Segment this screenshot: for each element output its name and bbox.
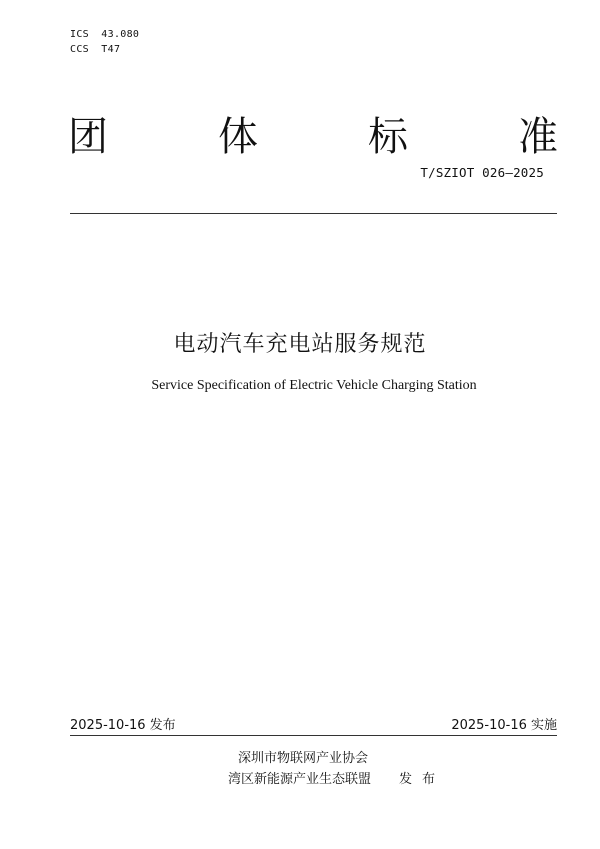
ics-code: 43.080: [101, 29, 140, 40]
bottom-divider: [70, 735, 557, 736]
ccs-code: T47: [101, 44, 121, 55]
document-title-cn: 电动汽车充电站服务规范: [173, 332, 427, 357]
issuer-row: [228, 769, 445, 790]
title-char: 团: [68, 114, 108, 160]
ics-label: ICS: [70, 29, 89, 40]
publish-date: 2025-10-16 发布: [70, 718, 176, 733]
implement-date: 2025-10-16 实施: [451, 718, 557, 733]
issue-label: 发布: [399, 772, 446, 787]
title-char: 标: [368, 114, 408, 160]
title-char: 体: [218, 114, 258, 160]
standard-number: T/SZIOT 026—2025: [420, 165, 544, 180]
issuer-bay-area-alliance: 湾区新能源产业生态联盟: [228, 772, 372, 787]
ccs-label: CCS: [70, 44, 89, 55]
issuer-shenzhen-iot-association: 深圳市物联网产业协会: [238, 751, 369, 766]
issuing-organizations: [228, 748, 445, 790]
ics-classification: [70, 29, 139, 40]
standard-type-title: [68, 112, 558, 162]
top-divider: [70, 213, 557, 214]
document-title-en: Service Specification of Electric Vehicle Charging Station: [151, 378, 477, 393]
title-char: 准: [518, 114, 558, 160]
ccs-classification: [70, 44, 120, 55]
